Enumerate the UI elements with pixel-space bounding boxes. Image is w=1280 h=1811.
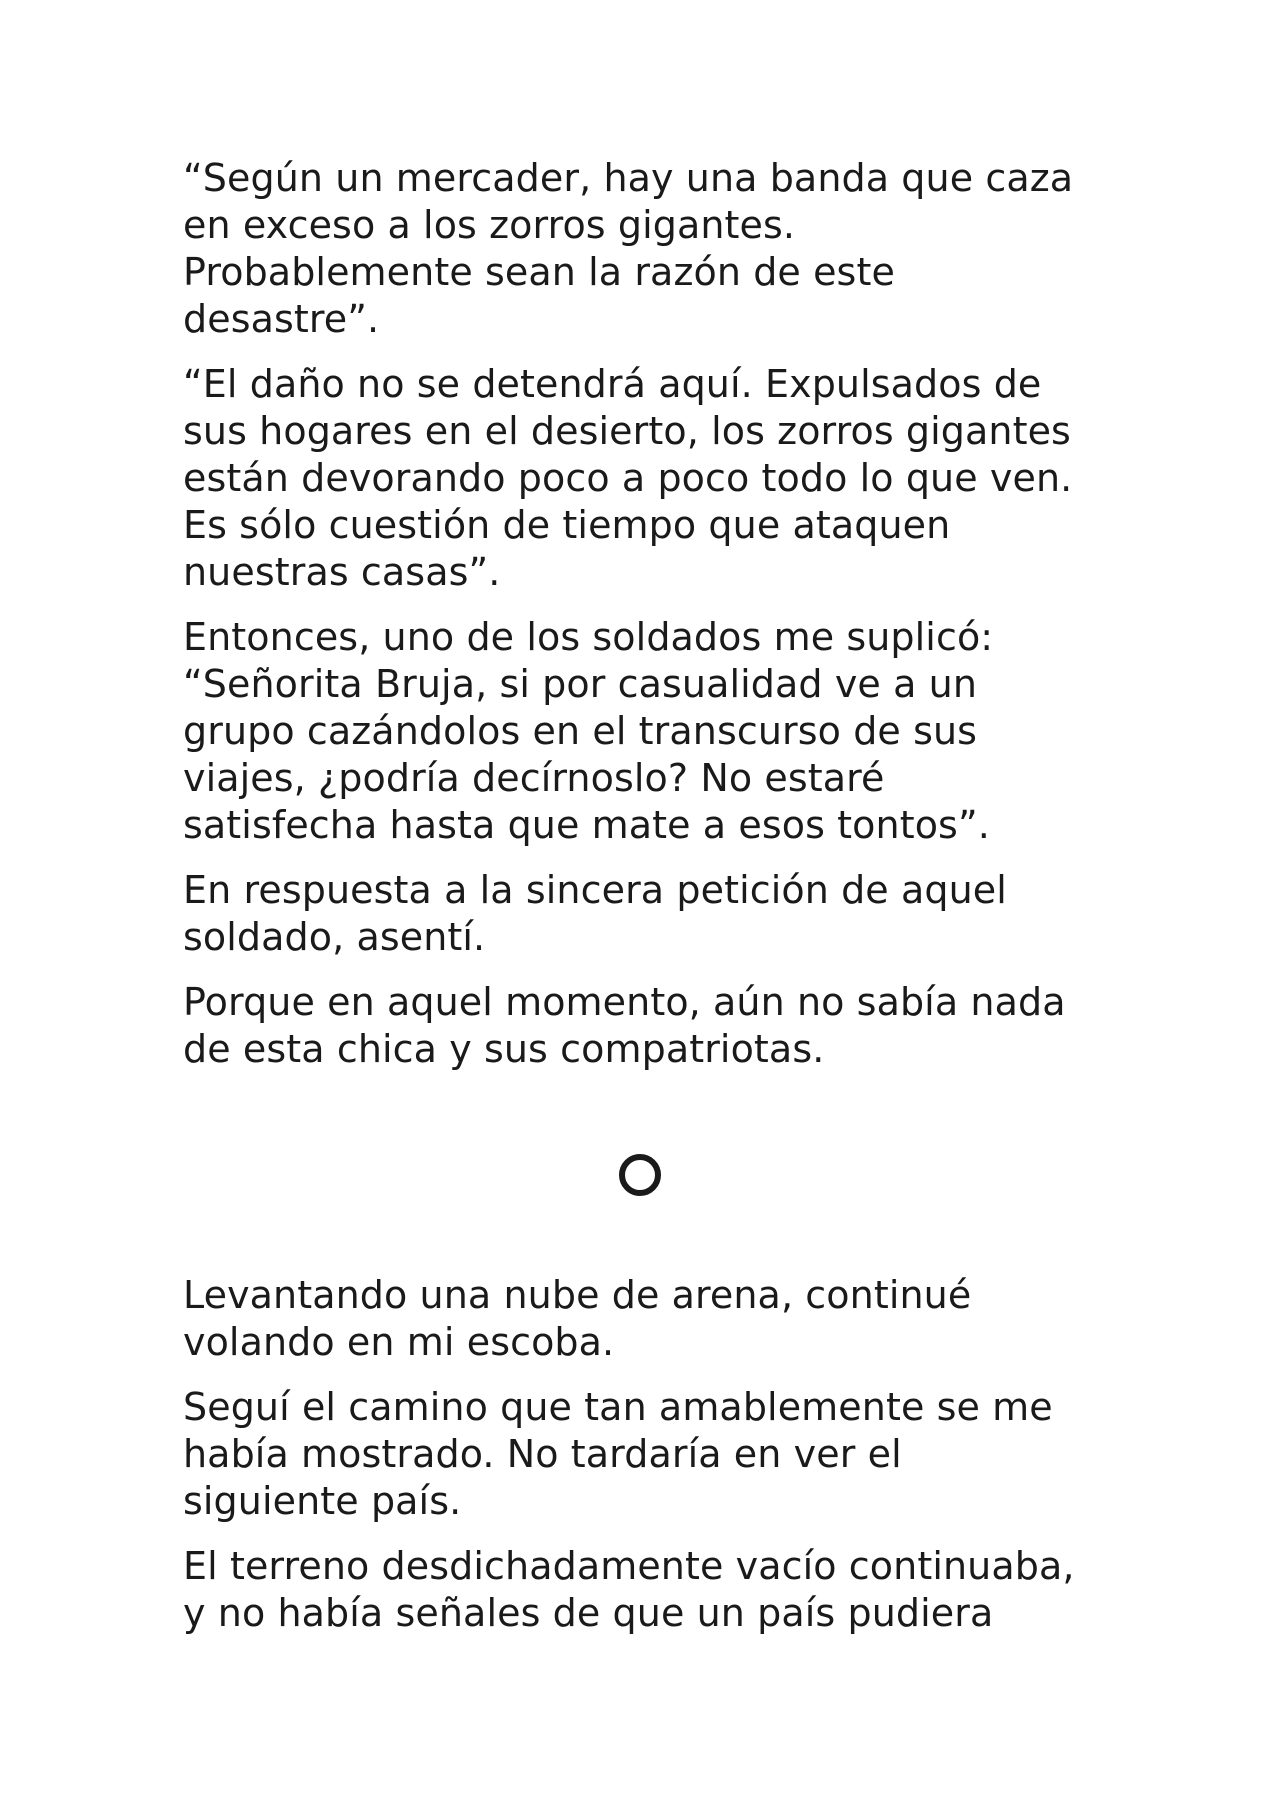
text-line: grupo cazándolos en el transcurso de sus xyxy=(183,709,978,753)
paragraph xyxy=(183,155,1103,343)
text-line: están devorando poco a poco todo lo que ven. xyxy=(183,456,1073,500)
text-line: “Según un mercader, hay una banda que caza xyxy=(183,156,1074,200)
text-block-top xyxy=(183,155,1103,1091)
text-line: Probablemente sean la razón de este xyxy=(183,250,895,294)
text-line: sus hogares en el desierto, los zorros gigantes xyxy=(183,409,1071,453)
text-line: de esta chica y sus compatriotas. xyxy=(183,1027,825,1071)
text-line: “Señorita Bruja, si por casualidad ve a un xyxy=(183,662,977,706)
text-line: viajes, ¿podría decírnoslo? No estaré xyxy=(183,756,885,800)
text-line: “El daño no se detendrá aquí. Expulsados de xyxy=(183,362,1042,406)
paragraph xyxy=(183,1384,1103,1525)
text-line: desastre”. xyxy=(183,297,380,341)
text-line: En respuesta a la sincera petición de aquel xyxy=(183,868,1007,912)
text-line: Levantando una nube de arena, continué xyxy=(183,1273,972,1317)
paragraph xyxy=(183,1543,1103,1637)
paragraph xyxy=(183,614,1103,849)
text-line: nuestras casas”. xyxy=(183,550,501,594)
paragraph xyxy=(183,361,1103,596)
text-block-bottom xyxy=(183,1272,1103,1655)
text-line: y no había señales de que un país pudiera xyxy=(183,1591,994,1635)
text-line: soldado, asentí. xyxy=(183,915,486,959)
paragraph xyxy=(183,1272,1103,1366)
text-line: siguiente país. xyxy=(183,1479,462,1523)
text-line: Entonces, uno de los soldados me suplicó: xyxy=(183,615,994,659)
text-line: había mostrado. No tardaría en ver el xyxy=(183,1432,902,1476)
paragraph xyxy=(183,867,1103,961)
text-line: Es sólo cuestión de tiempo que ataquen xyxy=(183,503,951,547)
paragraph xyxy=(183,979,1103,1073)
text-line: Porque en aquel momento, aún no sabía nada xyxy=(183,980,1066,1024)
text-line: volando en mi escoba. xyxy=(183,1320,615,1364)
circle-separator-icon xyxy=(619,1154,661,1196)
text-line: en exceso a los zorros gigantes. xyxy=(183,203,796,247)
text-line: El terreno desdichadamente vacío continuaba, xyxy=(183,1544,1075,1588)
text-line: Seguí el camino que tan amablemente se me xyxy=(183,1385,1053,1429)
text-line: satisfecha hasta que mate a esos tontos”. xyxy=(183,803,990,847)
